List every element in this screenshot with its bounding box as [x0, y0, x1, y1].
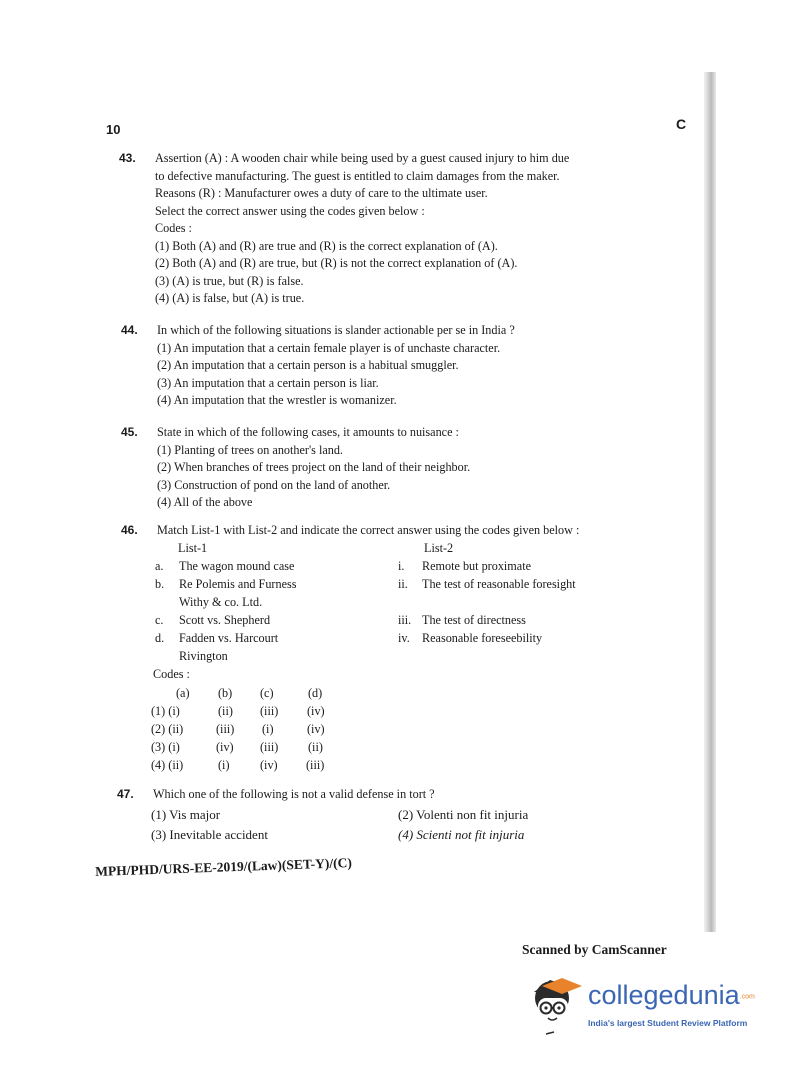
question-text: Which one of the following is not a valid defense in tort ? [153, 787, 435, 801]
option: (4) All of the above [157, 495, 253, 509]
option: (2) An imputation that a certain person is a habitual smuggler. [157, 358, 459, 372]
paper-code-footer: MPH/PHD/URS-EE-2019/(Law)(SET-Y)/(C) [95, 855, 353, 879]
question-number: 47. [117, 787, 134, 801]
question-number: 46. [121, 523, 138, 537]
codes-cell: (1) (i) [151, 704, 180, 718]
list1-item: b. Re Polemis and Furness [155, 577, 297, 591]
codes-cell: (iv) [307, 722, 325, 736]
option: (4) (A) is false, but (A) is true. [155, 291, 305, 305]
list1-title: List-1 [178, 541, 208, 555]
option: (2) Both (A) and (R) are true, but (R) is not the correct explanation of (A). [155, 256, 518, 270]
codes-cell: (ii) [218, 704, 233, 718]
list1-item: Rivington [179, 649, 228, 663]
codes-cell: (i) [262, 722, 274, 736]
codes-cell: (iii) [306, 758, 325, 772]
q47-option: (4) Scienti not fit injuria [398, 827, 525, 842]
question-text: State in which of the following cases, it amounts to nuisance : [157, 425, 459, 439]
codes-cell: (iv) [216, 740, 234, 754]
q47-option: (1) Vis major [151, 807, 221, 822]
codes-cell: (iii) [216, 722, 235, 736]
list2-title: List-2 [424, 541, 454, 555]
brand-name: collegedunia.com [588, 980, 755, 1010]
codes-label: Codes : [153, 667, 190, 681]
list2-item: iv. Reasonable foreseebility [398, 631, 543, 645]
list2-item: ii. The test of reasonable foresight [398, 577, 576, 591]
question-line: to defective manufacturing. The guest is entitled to claim damages from the maker. [155, 168, 560, 183]
question-47 [117, 786, 435, 804]
codes-cell: (2) (ii) [151, 722, 184, 736]
question-number: 44. [121, 323, 138, 337]
question-line: Assertion (A) : A wooden chair while being used by a guest caused injury to him due [155, 151, 570, 165]
question-43 [119, 150, 570, 308]
codes-header-cell: (c) [260, 686, 274, 700]
codes-header-cell: (b) [218, 686, 233, 700]
codes-cell: (3) (i) [151, 740, 180, 754]
page-number: 10 [106, 122, 121, 137]
collegedunia-logo [528, 972, 758, 1042]
codes-cell: (iv) [260, 758, 278, 772]
option: (1) Both (A) and (R) are true and (R) is the correct explanation of (A). [155, 238, 498, 253]
question-number: 45. [121, 425, 138, 439]
list2-item: i. Remote but proximate [398, 559, 531, 573]
question-44 [121, 322, 515, 410]
option: (2) When branches of trees project on the land of their neighbor. [157, 460, 471, 474]
question-number: 43. [119, 151, 136, 165]
set-code: C [676, 116, 687, 132]
codes-header-cell: (d) [308, 686, 323, 700]
question-45 [121, 424, 471, 512]
list1-item: a. The wagon mound case [155, 559, 295, 573]
list1-item: d. Fadden vs. Harcourt [155, 631, 279, 645]
question-text: Match List-1 with List-2 and indicate the correct answer using the codes given below : [157, 523, 580, 537]
list1-item: c. Scott vs. Shepherd [155, 613, 271, 627]
question-46 [121, 522, 580, 540]
scanned-by-label: Scanned by CamScanner [522, 942, 667, 957]
codes-cell: (4) (ii) [151, 758, 184, 772]
option: (4) An imputation that the wrestler is womanizer. [157, 393, 397, 407]
option: (1) Planting of trees on another's land. [157, 442, 343, 457]
question-line: Codes : [155, 221, 192, 235]
question-line: Select the correct answer using the codes given below : [155, 203, 425, 218]
mascot-icon [528, 972, 586, 1042]
codes-cell: (ii) [308, 740, 323, 754]
option: (3) Construction of pond on the land of another. [157, 477, 391, 492]
option: (3) An imputation that a certain person is liar. [157, 375, 379, 390]
list2-item: iii. The test of directness [398, 613, 526, 627]
option: (3) (A) is true, but (R) is false. [155, 273, 304, 288]
q47-option: (3) Inevitable accident [151, 827, 268, 842]
option: (1) An imputation that a certain female player is of unchaste character. [157, 340, 501, 355]
list1-item: Withy & co. Ltd. [179, 595, 263, 609]
codes-header-cell: (a) [176, 686, 190, 700]
codes-cell: (iv) [307, 704, 325, 718]
brand-tagline: India's largest Student Review Platform [588, 1018, 748, 1028]
question-text: In which of the following situations is slander actionable per se in India ? [157, 323, 515, 337]
question-line: Reasons (R) : Manufacturer owes a duty of care to the ultimate user. [155, 186, 488, 200]
codes-cell: (i) [218, 758, 230, 772]
codes-cell: (iii) [260, 740, 279, 754]
q47-option: (2) Volenti non fit injuria [398, 807, 529, 822]
codes-cell: (iii) [260, 704, 279, 718]
scan-edge-shadow [704, 72, 716, 932]
